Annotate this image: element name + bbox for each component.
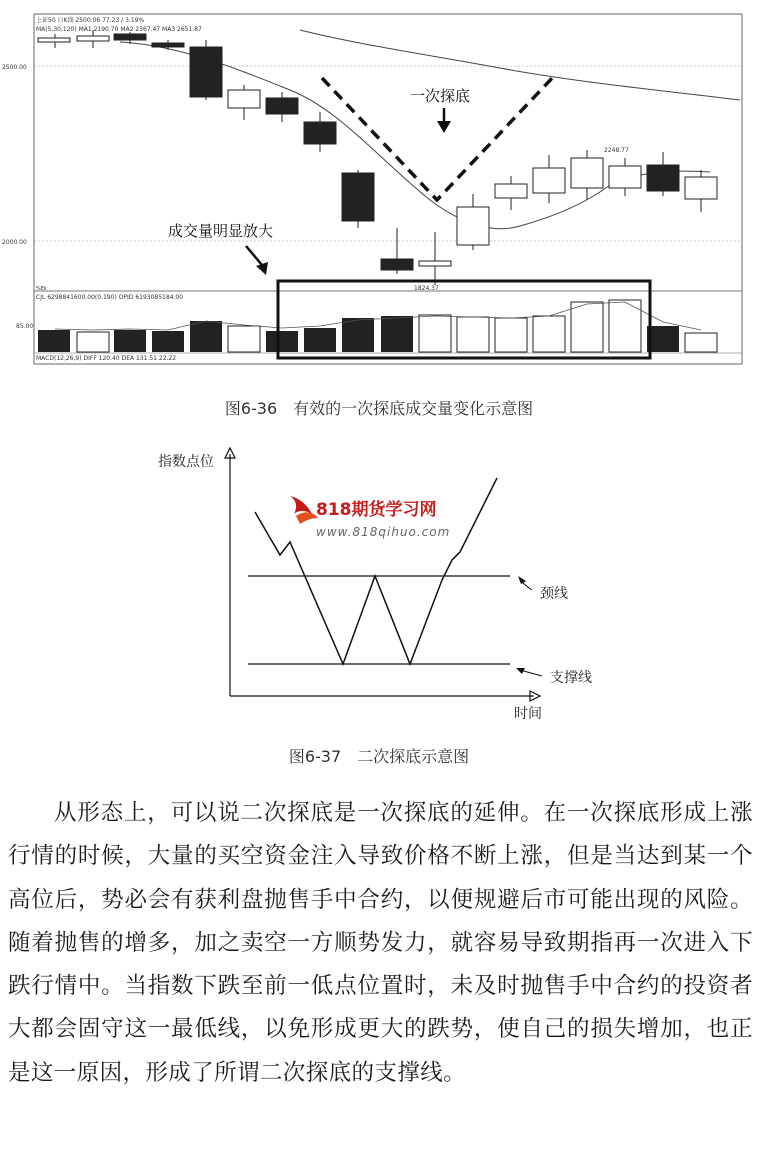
figure-6-36-caption: 图6-36 有效的一次探底成交量变化示意图 <box>224 399 534 418</box>
macd-legend: MACD(12,26,9) DIFF 120.40 DEA 131.51 22.22 <box>36 355 177 362</box>
volume-bar <box>342 318 374 352</box>
watermark-title: 818期货学习网 <box>316 500 437 520</box>
candle <box>381 259 413 270</box>
low-price-label: 1824.37 <box>414 285 439 292</box>
moving-average-legend: MA(5,30,120) MA1 2190.70 MA2 2367.47 MA3 2651.87 <box>36 26 202 33</box>
candle <box>114 34 146 40</box>
volume-bar <box>685 333 717 352</box>
volume-bar <box>190 321 222 352</box>
candle <box>647 165 679 191</box>
x-axis-label: 时间 <box>514 706 542 722</box>
candle <box>77 36 109 41</box>
volume-bar <box>647 326 679 352</box>
high-price-label: 2248.77 <box>604 147 629 154</box>
candle <box>304 122 336 144</box>
price-axis-label: 2000.00 <box>2 239 27 246</box>
volume-header: CJL 6298841600.00(0.190) OPID 6193085184.00 <box>36 294 184 301</box>
candle <box>685 177 717 199</box>
watermark <box>290 496 450 539</box>
candle <box>419 261 451 266</box>
support-line-label: 支撑线 <box>550 670 592 686</box>
volume-bar <box>228 326 260 352</box>
double-bottom-diagram <box>130 440 630 730</box>
price-axis-label: 2500.00 <box>2 64 27 71</box>
flame-logo-icon <box>296 512 318 524</box>
neckline-label: 颈线 <box>540 586 568 602</box>
candle <box>533 168 565 193</box>
figure-6-37-caption: 图6-37 二次探底示意图 <box>288 747 470 766</box>
candle <box>495 184 527 198</box>
volume-axis-label: 85.00 <box>16 323 34 330</box>
candlestick-chart <box>0 0 758 370</box>
volume-bar <box>533 316 565 352</box>
y-axis-label: 指数点位 <box>158 454 214 470</box>
neckline-pointer <box>518 576 526 584</box>
bottom-annotation-label: 一次探底 <box>409 87 471 105</box>
candle <box>38 38 70 42</box>
volume-bar <box>419 315 451 352</box>
candle <box>152 43 184 47</box>
volume-bar <box>304 328 336 352</box>
candle <box>457 207 489 245</box>
watermark-url: www.818qihuo.com <box>316 525 451 539</box>
body-paragraph: 从形态上，可以说二次探底是一次探底的延伸。在一次探底形成上涨行情的时候，大量的买空资金注入导致价格不断上涨，但是当达到某一个高位后，势必会有获利盘抛售手中合约，以便规避后市可能出现的风险。随着抛售的增多，加之卖空一方顺势发力，就容易导致期指再一次进入下跌行情中。当指数下跌至前一低点位置时，未及时抛售手中合约的投资者大都会固守这一最低线，以免形成更大的跌势，使自己的损失增加，也正是这一原因，形成了所谓二次探底的支撑线。 <box>8 800 753 1086</box>
candle <box>342 173 374 221</box>
candle <box>228 90 260 108</box>
volume-bar <box>266 331 298 352</box>
volume-bar <box>38 330 70 352</box>
chart-info-line: 上证50 日K线 2500.06 77.23 / 3.19% <box>36 17 145 24</box>
volume-bar <box>381 316 413 352</box>
volume-bar <box>114 330 146 352</box>
volume-bar <box>571 302 603 352</box>
volume-bar <box>457 317 489 352</box>
volume-annotation-label: 成交量明显放大 <box>168 222 274 240</box>
candle <box>266 98 298 114</box>
volume-bar <box>77 332 109 352</box>
candle <box>571 158 603 188</box>
candle <box>190 47 222 97</box>
flame-logo-icon <box>290 496 312 514</box>
small-axis-label: %Ek <box>36 286 47 292</box>
volume-bar <box>495 318 527 352</box>
volume-bar <box>152 331 184 352</box>
candle <box>609 166 641 188</box>
